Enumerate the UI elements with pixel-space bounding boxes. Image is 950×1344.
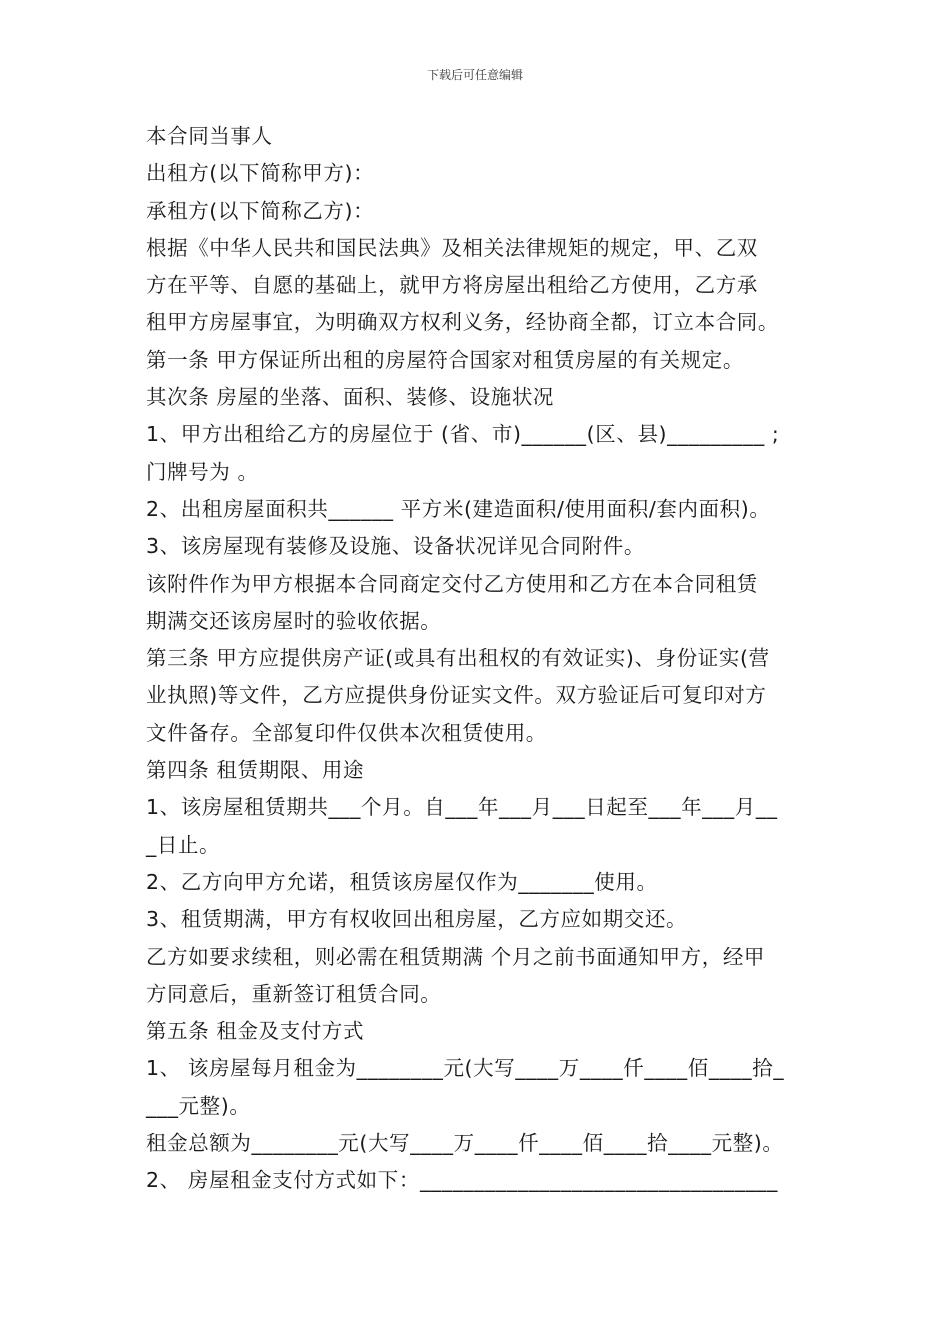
article-3: 第三条 甲方应提供房产证(或具有出租权的有效证实)、身份证实(营 [146,646,770,671]
paragraph-line: 该附件作为甲方根据本合同商定交付乙方使用和乙方在本合同租赁 [146,571,758,596]
contract-body [146,118,816,1200]
paragraph-line: 方在平等、自愿的基础上，就甲方将房屋出租给乙方使用，乙方承 [146,273,758,298]
paragraph-line: 乙方如要求续租，则必需在租赁期满 个月之前书面通知甲方，经甲 [146,944,766,969]
clause-line: 门牌号为 。 [146,459,259,484]
clause-line: 3、租赁期满，甲方有权收回出租房屋，乙方应如期交还。 [146,907,688,932]
paragraph-line: 根据《中华人民共和国民法典》及相关法律规矩的规定，甲、乙双 [146,235,758,260]
paragraph-line: 方同意后，重新签订租赁合同。 [146,981,442,1006]
paragraph-line: 租金总额为________元(大写____万____仟____佰____拾____元整)。 [146,1131,784,1156]
article-2-heading: 其次条 房屋的坐落、面积、装修、设施状况 [146,385,555,410]
article-4-heading: 第四条 租赁期限、用途 [146,758,365,783]
clause-line: 1、该房屋租赁期共___个月。自___年___月___日起至___年___月__ [146,795,778,820]
paragraph-line: 文件备存。全部复印件仅供本次租赁使用。 [146,720,547,745]
clause-line: _日止。 [146,832,221,857]
clause-line: 1、甲方出租给乙方的房屋位于 (省、市)______(区、县)_________ ; [146,422,780,447]
clause-line: 1、 该房屋每月租金为________元(大写____万____仟____佰____拾_ [146,1056,785,1081]
line-lessee: 承租方(以下简称乙方)： [146,198,375,223]
line-lessor: 出租方(以下简称甲方)： [146,161,375,186]
paragraph-line: 租甲方房屋事宜，为明确双方权利义务，经协商全都，订立本合同。 [146,310,779,335]
clause-line: 3、该房屋现有装修及设施、设备状况详见合同附件。 [146,534,645,559]
paragraph-line: 业执照)等文件，乙方应提供身份证实文件。双方验证后可复印对方 [146,683,767,708]
article-1: 第一条 甲方保证所出租的房屋符合国家对租赁房屋的有关规定。 [146,347,744,372]
clause-line: ___元整)。 [146,1093,251,1118]
paragraph-line: 期满交还该房屋时的验收依据。 [146,608,442,633]
clause-line: 2、 房屋租金支付方式如下：_________________________________ [146,1168,779,1193]
article-5-heading: 第五条 租金及支付方式 [146,1019,365,1044]
line-parties-heading: 本合同当事人 [146,124,273,148]
clause-line: 2、出租房屋面积共______ 平方米(建造面积/使用面积/套内面积)。 [146,496,771,521]
clause-line: 2、乙方向甲方允诺，租赁该房屋仅作为_______使用。 [146,869,658,894]
page-header: 下载后可任意编辑 [426,68,523,82]
